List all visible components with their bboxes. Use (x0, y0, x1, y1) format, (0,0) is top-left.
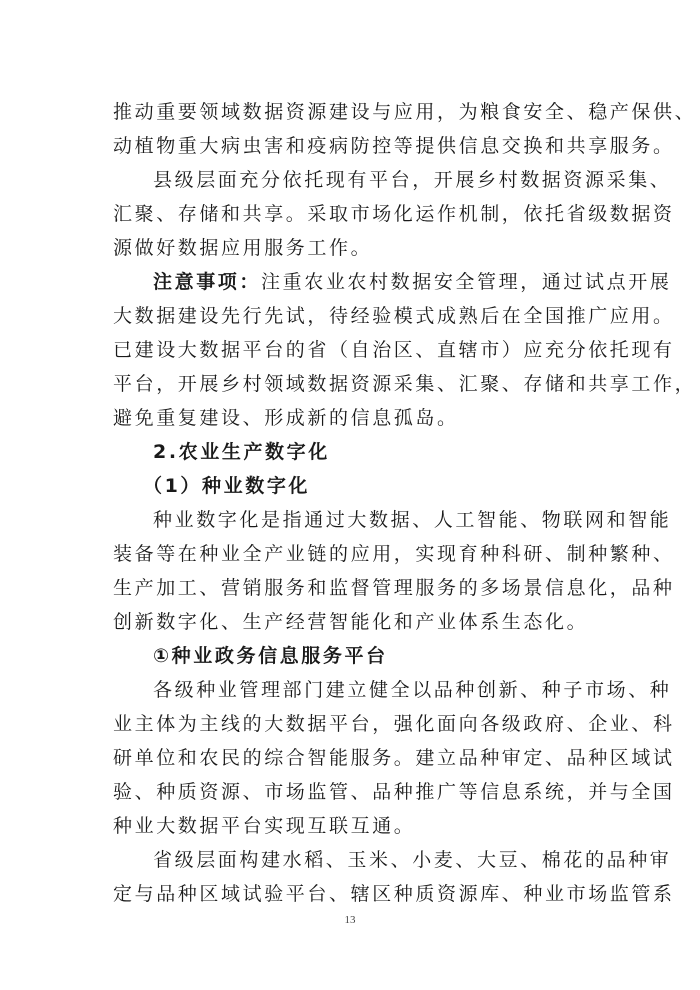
paragraph-line (113, 265, 672, 299)
section-heading: 2.农业生产数字化 (153, 441, 330, 463)
paragraph-line: 验、种质资源、市场监管、品种推广等信息系统，并与全国 (113, 781, 675, 803)
page-number: 13 (344, 914, 356, 926)
note-label: 注意事项： (153, 271, 262, 293)
note-text: 注重农业农村数据安全管理，通过试点开展 (261, 271, 672, 293)
document-page (113, 95, 697, 911)
paragraph-line: 创新数字化、生产经营智能化和产业体系生态化。 (113, 611, 589, 633)
paragraph-line: 各级种业管理部门建立健全以品种创新、种子市场、种 (153, 679, 672, 701)
paragraph-line: 汇聚、存储和共享。采取市场化运作机制，依托省级数据资 (113, 203, 675, 225)
paragraph-line: 平台，开展乡村领域数据资源采集、汇聚、存储和共享工作， (113, 373, 697, 395)
subsection-heading: （1）种业数字化 (143, 475, 311, 497)
paragraph-line: 大数据建设先行先试，待经验模式成熟后在全国推广应用。 (113, 305, 675, 327)
paragraph-line: 装备等在种业全产业链的应用，实现育种科研、制种繁种、 (113, 543, 675, 565)
paragraph-line: 业主体为主线的大数据平台，强化面向各级政府、企业、科 (113, 713, 675, 735)
item-heading: ①种业政务信息服务平台 (153, 645, 388, 667)
paragraph-line: 生产加工、营销服务和监督管理服务的多场景信息化，品种 (113, 577, 675, 599)
paragraph-line: 研单位和农民的综合智能服务。建立品种审定、品种区域试 (113, 747, 675, 769)
paragraph-line: 源做好数据应用服务工作。 (113, 237, 373, 259)
paragraph-line: 推动重要领域数据资源建设与应用，为粮食安全、稳产保供、 (113, 101, 697, 123)
paragraph-line: 种业数字化是指通过大数据、人工智能、物联网和智能 (153, 509, 672, 531)
paragraph-line: 县级层面充分依托现有平台，开展乡村数据资源采集、 (153, 169, 672, 191)
paragraph-line: 省级层面构建水稻、玉米、小麦、大豆、棉花的品种审 (153, 849, 672, 871)
paragraph-line: 已建设大数据平台的省（自治区、直辖市）应充分依托现有 (113, 339, 675, 361)
paragraph-line: 种业大数据平台实现互联互通。 (113, 815, 416, 837)
paragraph-line: 定与品种区域试验平台、辖区种质资源库、种业市场监管系 (113, 883, 675, 905)
paragraph-line: 动植物重大病虫害和疫病防控等提供信息交换和共享服务。 (113, 135, 675, 157)
paragraph-line: 避免重复建设、形成新的信息孤岛。 (113, 407, 459, 429)
